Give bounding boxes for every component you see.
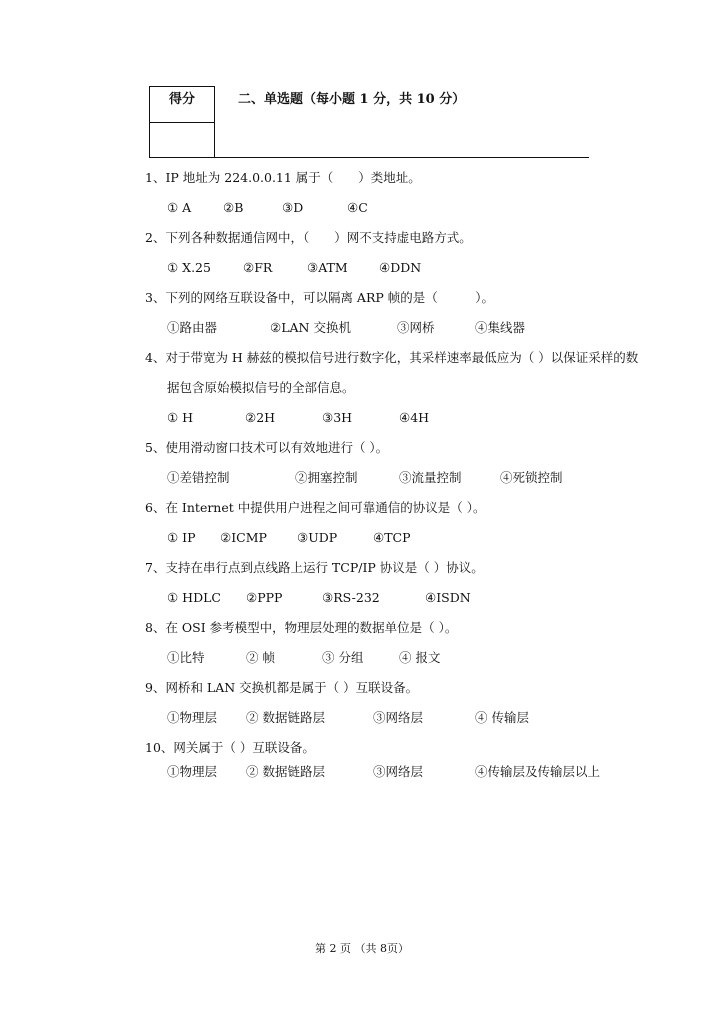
question-stem: 10、网关属于（ ）互联设备。 — [145, 740, 315, 755]
option-c: ③网桥 — [397, 320, 435, 335]
option-b: ② 数据链路层 — [246, 764, 325, 779]
option-c: ③RS-232 — [322, 590, 380, 605]
score-label: 得分 — [150, 87, 214, 123]
question-stem: 3、下列的网络互联设备中，可以隔离 ARP 帧的是（ ）。 — [145, 290, 495, 305]
score-blank-cell — [150, 123, 214, 158]
question-options — [145, 650, 720, 666]
option-c: ③流量控制 — [399, 470, 462, 485]
section-title: 二、单选题（每小题 1 分，共 10 分） — [238, 92, 466, 107]
option-d: ④ISDN — [425, 590, 471, 605]
question-stem: 9、网桥和 LAN 交换机都是属于（ ）互联设备。 — [145, 680, 419, 695]
option-d: ④集线器 — [475, 320, 526, 335]
question-stem: 1、IP 地址为 224.0.0.11 属于（ ）类地址。 — [145, 170, 421, 185]
option-d: ④DDN — [379, 260, 422, 275]
page-footer: 第 2 页 （共 8页） — [315, 942, 409, 955]
option-a: ①路由器 — [167, 320, 218, 335]
question-stem: 2、下列各种数据通信网中，（ ）网不支持虚电路方式。 — [145, 230, 472, 245]
option-b: ②2H — [245, 410, 276, 425]
question-options — [145, 530, 720, 546]
question-options — [145, 320, 720, 336]
option-a: ① X.25 — [167, 260, 211, 275]
option-b: ②LAN 交换机 — [270, 320, 351, 335]
option-d: ④TCP — [373, 530, 411, 545]
option-a: ① HDLC — [167, 590, 221, 605]
option-b: ②PPP — [246, 590, 283, 605]
question-stem-line1: 4、对于带宽为 H 赫兹的模拟信号进行数字化，其采样速率最低应为（ ）以保证采样的数 — [145, 350, 639, 365]
score-box — [149, 86, 215, 158]
question-options — [145, 764, 720, 780]
option-d: ④4H — [399, 410, 430, 425]
section-divider — [215, 157, 589, 158]
option-c: ③网络层 — [373, 764, 424, 779]
question-list — [145, 170, 720, 794]
question-options — [145, 590, 720, 606]
question-4 — [145, 343, 720, 426]
option-d: ④ 报文 — [399, 650, 441, 665]
option-c: ③ATM — [307, 260, 348, 275]
question-stem: 6、在 Internet 中提供用户进程之间可靠通信的协议是（ ）。 — [145, 500, 486, 515]
question-1 — [145, 170, 720, 216]
question-5 — [145, 440, 720, 486]
question-9 — [145, 680, 720, 726]
option-b: ② 数据链路层 — [246, 710, 325, 725]
option-c: ③D — [282, 200, 304, 215]
option-b: ②拥塞控制 — [295, 470, 358, 485]
question-options — [145, 200, 720, 216]
option-b: ②B — [223, 200, 244, 215]
option-a: ①物理层 — [167, 710, 218, 725]
option-b: ②ICMP — [220, 530, 267, 545]
option-a: ①物理层 — [167, 764, 218, 779]
question-6 — [145, 500, 720, 546]
question-options — [145, 710, 720, 726]
option-c: ③网络层 — [373, 710, 424, 725]
question-options — [145, 260, 720, 276]
question-8 — [145, 620, 720, 666]
question-options — [145, 470, 720, 486]
question-stem-line2: 据包含原始模拟信号的全部信息。 — [167, 380, 355, 395]
question-3 — [145, 290, 720, 336]
question-stem — [145, 343, 720, 403]
option-a: ①差错控制 — [167, 470, 230, 485]
question-2 — [145, 230, 720, 276]
option-a: ①比特 — [167, 650, 205, 665]
question-options — [145, 410, 720, 426]
question-stem: 8、在 OSI 参考模型中，物理层处理的数据单位是（ ）。 — [145, 620, 458, 635]
question-7 — [145, 560, 720, 606]
option-d: ④死锁控制 — [500, 470, 563, 485]
option-b: ② 帧 — [246, 650, 275, 665]
option-d: ④C — [347, 200, 368, 215]
question-stem: 5、使用滑动窗口技术可以有效地进行（ ）。 — [145, 440, 389, 455]
option-d: ④ 传输层 — [475, 710, 529, 725]
option-a: ① H — [167, 410, 194, 425]
option-c: ③3H — [322, 410, 353, 425]
option-c: ③UDP — [297, 530, 338, 545]
option-d: ④传输层及传输层以上 — [475, 764, 601, 779]
question-stem: 7、支持在串行点到点线路上运行 TCP/IP 协议是（ ）协议。 — [145, 560, 484, 575]
option-a: ① IP — [167, 530, 196, 545]
option-a: ① A — [167, 200, 192, 215]
option-b: ②FR — [243, 260, 273, 275]
option-c: ③ 分组 — [322, 650, 364, 665]
question-10 — [145, 740, 720, 780]
